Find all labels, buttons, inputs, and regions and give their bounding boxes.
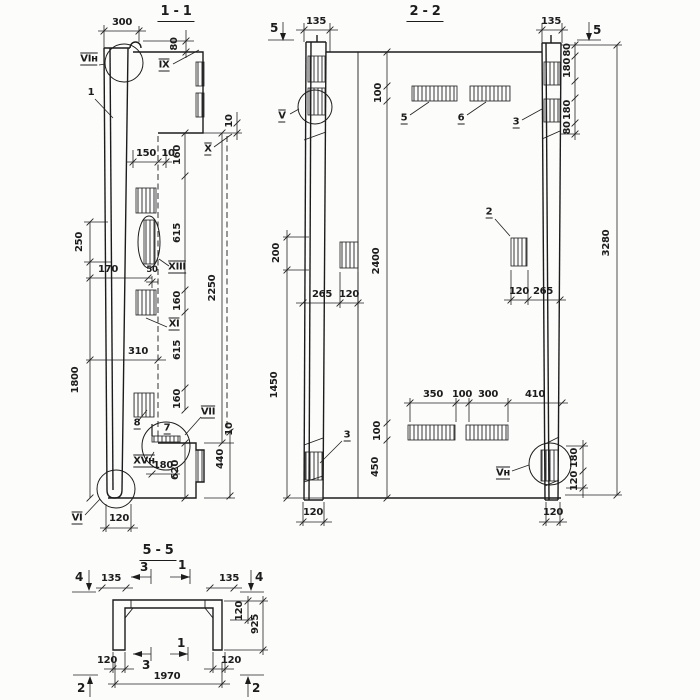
section-1-1-hidden-lines [158,136,227,440]
callout-vii: $\overline{VII}$ [200,406,216,418]
dim-label-160c: 160 [172,389,183,409]
section-marker-2-left: 2 [76,681,86,695]
section-marker-4-right: 4 [254,570,264,584]
dim-label-180c: 180 [569,448,580,468]
callout-vin: VIн [80,53,98,65]
dim-label-120: 120 [109,513,129,524]
section-marker-4-left: 4 [74,570,84,584]
dim-label-410: 410 [525,389,545,400]
dim-label-615b: 615 [172,340,183,360]
dimension-lines [72,22,622,697]
dim-label-135-left-55: 135 [101,573,121,584]
dim-label-3280: 3280 [601,229,612,257]
dim-label-350: 350 [423,389,443,400]
section-1-1-outline [104,42,204,498]
dim-label-135-right: 135 [541,16,561,27]
dim-label-100a: 100 [373,83,384,103]
dim-label-120-bottom-left: 120 [303,507,323,518]
dim-label-100c: 100 [372,421,383,441]
dim-label-10c: 10 [224,422,235,436]
dim-label-120-bl-55: 120 [97,655,117,666]
dim-label-2400: 2400 [371,247,382,275]
dim-label-250: 250 [74,232,85,252]
dim-label-150: 150 [136,148,156,159]
callout-x: $\overline{X}$ [204,143,212,155]
callout-v: $\overline{V}$ [278,110,286,122]
section-marker-5-left: 5 [269,21,279,35]
section-2-2-embeds [305,56,560,481]
dim-label-1450: 1450 [269,371,280,399]
callout-xi: $\overline{XI}$ [168,318,180,330]
section-title-1-1: 1 - 1 [157,4,194,22]
dimension-ticks [87,27,621,688]
dim-label-925: 925 [250,614,261,634]
dim-label-120-right: 120 [509,286,529,297]
dim-label-120-bottom-right: 120 [543,507,563,518]
dim-label-170: 170 [98,264,118,275]
dim-label-310: 310 [128,346,148,357]
dim-label-80a: 80 [562,43,573,57]
section-cut-arrowheads [86,33,592,684]
callout-xvn: XVн [133,455,155,467]
dim-label-120-br-55: 120 [221,655,241,666]
part-label-5: 5 [400,112,408,124]
section-marker-5-right: 5 [592,23,602,37]
dim-label-10a: 10 [224,114,235,128]
dim-label-180b: 180 [562,100,573,120]
callout-vi: $\overline{VI}$ [71,512,83,524]
dim-label-80b: 80 [562,121,573,135]
section-title-2-2: 2 - 2 [406,4,443,22]
section-marker-3-bottom: 3 [141,658,151,672]
dim-label-1970: 1970 [153,671,181,682]
dim-label-10b: 10 [161,148,175,159]
callout-xiii: XIII [168,261,186,273]
part-label-2: 2 [485,206,493,218]
dim-label-615a: 615 [172,223,183,243]
section-title-5-5: 5 - 5 [139,543,176,561]
part-label-1: 1 [87,87,95,98]
part-label-8: 8 [133,417,141,429]
dim-label-265-left: 265 [312,289,332,300]
dim-label-120c: 120 [569,471,580,491]
dim-label-120-left: 120 [339,289,359,300]
section-5-5-outline [113,600,222,650]
section-marker-1-bottom: 1 [176,636,186,650]
section-marker-1-top: 1 [177,558,187,572]
dim-label-160b: 160 [172,291,183,311]
part-label-7: 7 [163,422,171,434]
callout-ix: $\overline{IX}$ [158,59,170,71]
part-label-3a: 3 [512,116,520,128]
section-1-1-embeds [134,59,204,482]
dim-label-50: 50 [146,264,158,275]
section-marker-2-right: 2 [251,681,261,695]
dim-label-200: 200 [271,243,282,263]
part-label-6: 6 [457,112,465,124]
dim-label-120-vert: 120 [234,601,245,621]
dim-label-450: 450 [370,457,381,477]
callout-vn: Vн [495,467,511,479]
section-marker-3-top: 3 [139,560,149,574]
dim-label-100b: 100 [452,389,472,400]
dim-label-265-right: 265 [533,286,553,297]
dim-label-440: 440 [215,449,226,469]
dim-label-2250: 2250 [207,274,218,302]
dim-label-300: 300 [112,17,132,28]
dim-label-80: 80 [169,37,180,51]
dim-label-300b: 300 [478,389,498,400]
dim-label-135-left: 135 [306,16,326,27]
dim-label-1800: 1800 [70,366,81,394]
dim-label-180a: 180 [562,58,573,78]
dim-label-620: 620 [170,460,181,480]
part-label-3b: 3 [343,429,351,441]
dim-label-160a: 160 [172,145,183,165]
dim-label-135-right-55: 135 [219,573,239,584]
dim-label-180: 180 [153,460,173,471]
